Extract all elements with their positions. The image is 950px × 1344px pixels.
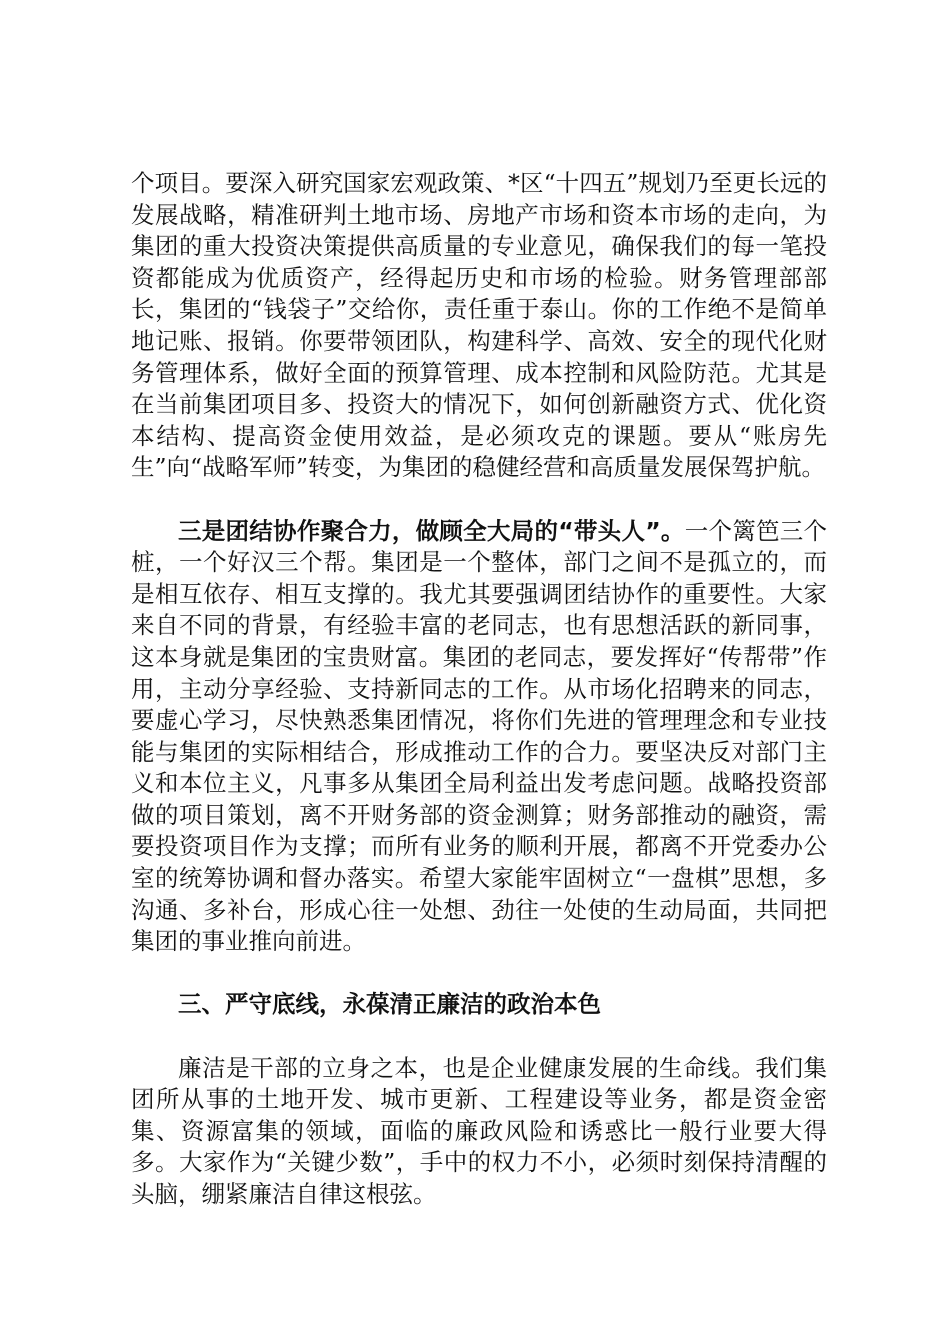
paragraph-body-text: 一个篱笆三个桩，一个好汉三个帮。集团是一个整体，部门之间不是孤立的，而是相互依存、相互支撑的。我尤其要强调团结协作的重要性。大家来自不同的背景，有经验丰富的老同志，也有思想活跃的新同事，这本身就是集团的宝贵财富。集团的老同志，要发挥好“传帮带”作用，主动分享经验、支持新同志的工作。从市场化招聘来的同志，要虚心学习，尽快熟悉集团情况，将你们先进的管理理念和专业技能与集团的实际相结合，形成推动工作的合力。要坚决反对部门主义和本位主义，凡事多从集团全局利益出发考虑问题。战略投资部做的项目策划，离不开财务部的资金测算；财务部推动的融资，需要投资项目作为支撑；而所有业务的顺利开展，都离不开党委办公室的统筹协调和督办落实。希望大家能牢固树立“一盘棋”思想，多沟通、多补台，形成心往一处想、劲往一处使的生动局面，共同把集团的事业推向前进。 [131,516,828,956]
document-body [131,168,827,1242]
paragraph-lead-sentence: 三是团结协作聚合力，做顾全大局的“带头人”。 [178,516,685,545]
paragraph-continued: 个项目。要深入研究国家宏观政策、*区“十四五”规划乃至更长远的发展战略，精准研判土地市场、房地产市场和资本市场的走向，为集团的重大投资决策提供高质量的专业意见，确保我们的每一笔投资都能成为优质资产，经得起历史和市场的检验。财务管理部部长，集团的“钱袋子”交给你，责任重于泰山。你的工作绝不是简单地记账、报销。你要带领团队，构建科学、高效、安全的现代化财务管理体系，做好全面的预算管理、成本控制和风险防范。尤其是在当前集团项目多、投资大的情况下，如何创新融资方式、优化资本结构、提高资金使用效益，是必须攻克的课题。要从“账房先生”向“战略军师”转变，为集团的稳健经营和高质量发展保驾护航。 [131,169,827,482]
paragraph-teamwork [131,516,827,958]
paragraph-integrity: 廉洁是干部的立身之本，也是企业健康发展的生命线。我们集团所从事的土地开发、城市更新、工程建设等业务，都是资金密集、资源富集的领域，面临的廉政风险和诱惑比一般行业要大得多。大家作为“关键少数”，手中的权力不小，必须时刻保持清醒的头脑，绷紧廉洁自律这根弦。 [131,1053,827,1208]
section-heading: 三、严守底线，永葆清正廉洁的政治本色 [178,990,601,1019]
